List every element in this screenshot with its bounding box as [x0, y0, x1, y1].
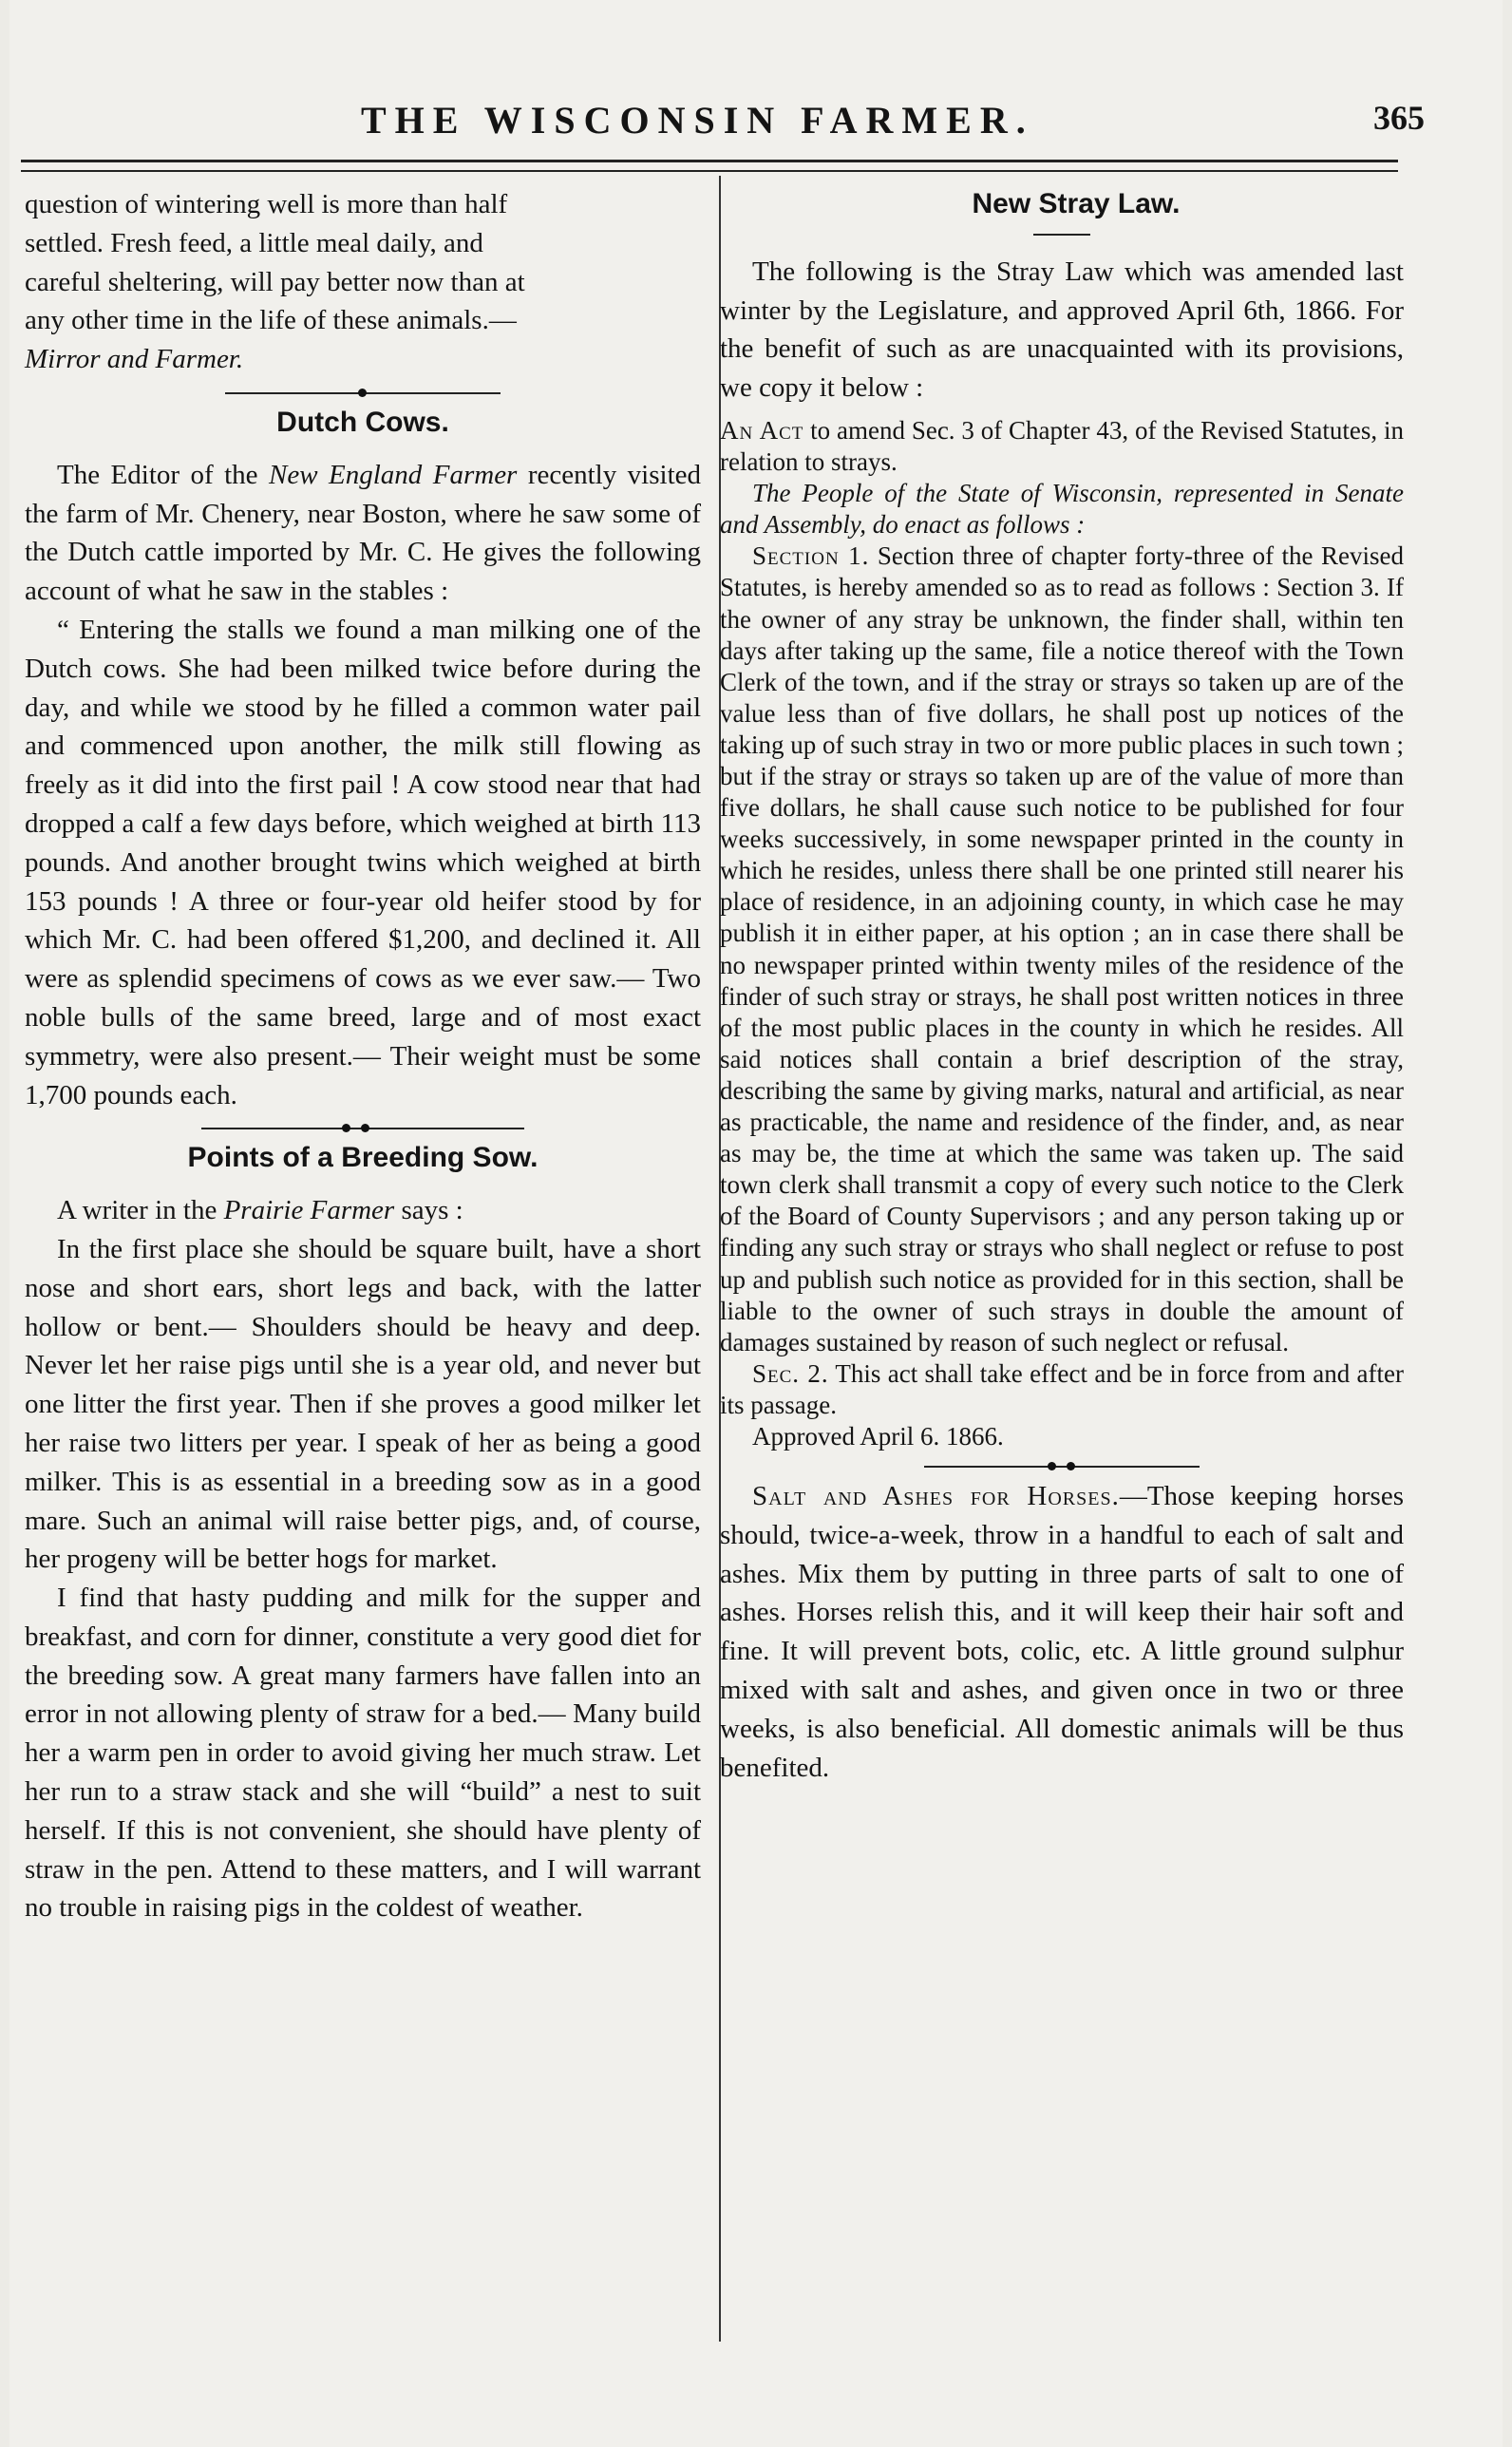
intro-line-1: question of wintering well is more than half — [25, 189, 508, 219]
dutch-cows-paragraph-1: The Editor of the New England Farmer recently visited the farm of Mr. Chenery, near Boston, where he saw some of the Dutch cattle imported by Mr. C. He gives the following account of what he saw in the stables : — [25, 459, 701, 607]
section-separator — [201, 1122, 524, 1135]
intro-line-4: any other time in the life of these animals.— — [25, 305, 517, 336]
section-1-text: Section 1. Section three of chapter forty-three of the Revised Statutes, is hereby amended so as to read as follows : Section 3. If the owner of any stray be unknown, the finder shall, within ten days after taking up the same, file a notice thereof with the Town Clerk of the town, and if the stray or strays so taken up are of the value less than of five dollars, he shall post up notices of the taking up of such stray in two or more public places in such town ; but if the stray or strays so taken up are of the value of more than five dollars, he shall cause such notice to be published for four weeks successively, in some newspaper printed in the county in which he resides, unless there shall be one printed still nearer his place of residence, in an adjoining county, in which case he may publish it in either paper, at his option ; an in case there shall be no newspaper printed within twenty miles of the residence of the finder of such stray or strays, he shall post written notices in three of the most public places in the county in which he resides. All said notices shall contain a brief description of the stray, describing the same by giving marks, natural and artificial, as near as practicable, the name and residence of the finder, and, as near as may be, the time at which the same was taken up. The said town clerk shall transmit a copy of every such notice to the Clerk of the Board of County Supervisors ; and any person taking up or finding any such stray or strays who shall neglect or refuse to post up and publish such notice as provided for in this section, shall be liable to the owner of such strays in double the amount of damages sustained by reason of such neglect or refusal. — [720, 541, 1405, 1356]
approval-date: Approved April 6. 1866. — [752, 1421, 1004, 1451]
enacting-clause: The People of the State of Wisconsin, represented in Senate and Assembly, do enact as follows : — [720, 479, 1404, 540]
section-separator — [225, 387, 501, 400]
right-column — [720, 185, 1404, 1787]
page-number: 365 — [1373, 99, 1425, 137]
intro-source: Mirror and Farmer. — [25, 344, 244, 375]
newspaper-page — [9, 0, 1503, 2447]
header-rule — [21, 160, 1398, 172]
breeding-sow-paragraph-1: A writer in the Prairie Farmer says : — [57, 1195, 463, 1226]
section-2-text: Sec. 2. This act shall take effect and be in force from and after its passage. — [720, 1358, 1405, 1419]
breeding-sow-paragraph-2: In the first place she should be square built, have a short nose and short ears, short legs and back, with the latter hollow or bent.— Shoulders should be heavy and deep. Never let her raise pigs until she is a year old, and never but one litter the first year. Then if she proves a good milker let her raise two litters per year. I speak of her as being a good milker. This is as essential in a breeding sow as in a good mare. Such an animal will raise better pigs, and, of course, her progeny will be better hogs for market. — [25, 1233, 701, 1575]
salt-and-ashes-article: Salt and Ashes for Horses.—Those keeping horses should, twice-a-week, throw in a handful to each of salt and ashes. Mix them by putting in three parts of salt to one of ashes. Horses relish this, and it will keep their hair soft and fine. It will prevent bots, colic, etc. A little ground sulphur mixed with salt and ashes, and given once in two or three weeks, is also beneficial. All domestic animals will be thus benefited. — [720, 1481, 1404, 1783]
left-column — [25, 185, 701, 1927]
breeding-sow-heading: Points of a Breeding Sow. — [187, 1142, 539, 1174]
breeding-sow-paragraph-3: I find that hasty pudding and milk for the supper and breakfast, and corn for dinner, constitute a very good diet for the breeding sow. A great many farmers have fallen into an error in not allowing plenty of straw for a bed.— Many build her a warm pen in order to avoid giving her much straw. Let her run to a straw stack and she will “build” a nest to suit herself. If this is not convenient, she should have plenty of straw in the pen. Attend to these matters, and I will warrant no trouble in raising pigs in the coldest of weather. — [25, 1583, 701, 1924]
stray-law-intro: The following is the Stray Law which was amended last winter by the Legislature, and approved April 6th, 1866. For the benefit of such as are unacquainted with its provisions, we copy it below : — [720, 256, 1404, 404]
section-separator — [1033, 228, 1090, 241]
page-header — [28, 90, 1425, 147]
publication-title: THE WISCONSIN FARMER. — [361, 99, 1034, 142]
dutch-cows-heading: Dutch Cows. — [276, 406, 449, 438]
stray-law-heading: New Stray Law. — [972, 188, 1181, 219]
act-title: An Act to amend Sec. 3 of Chapter 43, of the Revised Statutes, in relation to strays. — [720, 415, 1404, 477]
section-separator — [924, 1460, 1200, 1473]
intro-line-3: careful sheltering, will pay better now than at — [25, 266, 525, 297]
intro-line-2: settled. Fresh feed, a little meal daily, and — [25, 227, 483, 258]
dutch-cows-paragraph-2: “ Entering the stalls we found a man milking one of the Dutch cows. She had been milked twice before during the day, and while we stood by he filled a common water pail and commenced upon another, the milk still flowing as freely as it did into the first pail ! A cow stood near that had dropped a calf a few days before, which weighed at birth 113 pounds. And another brought twins which weighed at birth 153 pounds ! A three or four-year old heifer stood by for which Mr. C. had been offered $1,200, and declined it. All were as splendid specimens of cows as we ever saw.— Two noble bulls of the same breed, large and of most exact symmetry, were also present.— Their weight must be some 1,700 pounds each. — [25, 614, 701, 1110]
